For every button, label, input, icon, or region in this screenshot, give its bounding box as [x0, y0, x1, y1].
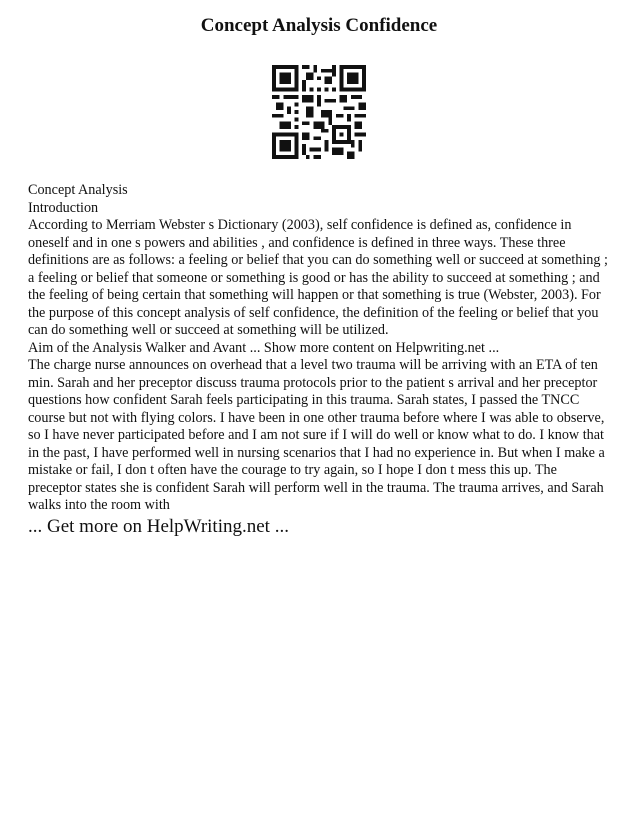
get-more-link[interactable]: ... Get more on HelpWriting.net ... [28, 516, 289, 537]
qr-code-icon [272, 65, 366, 159]
page-title: Concept Analysis Confidence [200, 15, 438, 36]
section-subheading: Introduction [28, 199, 99, 216]
section-heading: Concept Analysis [28, 182, 128, 198]
paragraph: The charge nurse announces on overhead that a level two trauma will be arriving with an ETA of ten min. Sarah and her preceptor discuss trauma protocols prior to the patient s arrival and her preceptor questions how confident Sarah feels participating in this trauma. Sarah states, I passed the TNCC course but not with flying colors. I have been in one other trauma before where I was able to observe, so I have never participated before and I am not sure if I will do well or know what to do. I know that in the past, I have performed well in nursing scenarios that I had no experience in. But when I make a mistake or fail, I don t often have the courage to try again, so I hope I don t mess this up. The preceptor states she is confident Sarah will perform well in the trauma. The trauma arrives, and Sarah walks into the room with [28, 357, 605, 513]
paragraph: According to Merriam Webster s Dictionary (2003), self confidence is defined as, confidence in oneself and in one s powers and abilities , and confidence is defined in three ways. These three definitions are as follows: a feeling or belief that you can do something well or succeed at something ; a feeling or belief that someone or something is good or has the ability to succeed at something ; and the feeling of being certain that something will happen or that something is true (Webster, 2003). For the purpose of this concept analysis of self confidence, the definition of the feeling or belief that you can do something well or succeed at something will be utilized. [28, 217, 608, 338]
paragraph: Aim of the Analysis Walker and Avant ... Show more content on Helpwriting.net ... [28, 339, 500, 356]
document-body [28, 182, 612, 515]
